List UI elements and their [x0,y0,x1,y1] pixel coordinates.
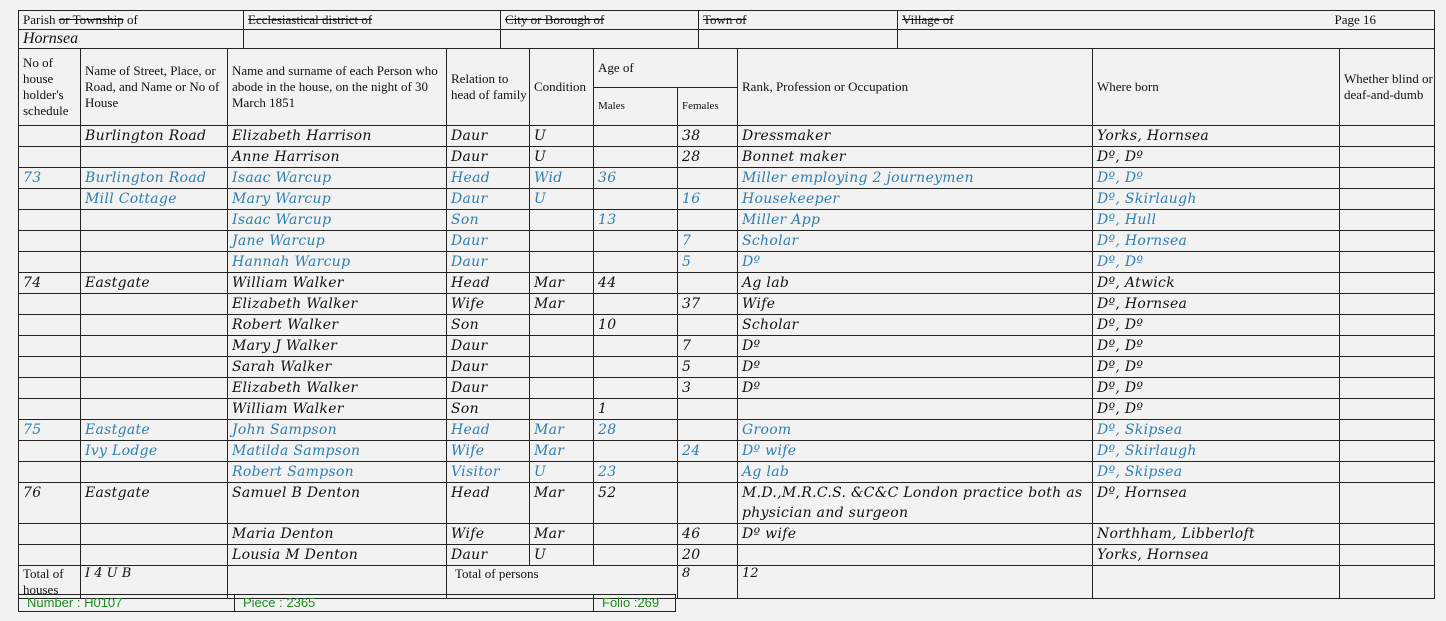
cell-condition [530,231,594,252]
cell-males: 13 [594,210,678,231]
cell-occupation: Scholar [738,231,1093,252]
cell-relation: Daur [447,189,530,210]
cell-condition: Mar [530,420,594,441]
cell-occupation: Dº [738,336,1093,357]
cell-occupation: Miller employing 2 journeymen [738,168,1093,189]
col-header-relation: Relation to head of family [447,49,530,126]
cell-schedule [19,315,81,336]
cell-blind [1340,420,1435,441]
cell-females: 46 [678,524,738,545]
cell-condition [530,336,594,357]
cell-condition [530,210,594,231]
table-row [19,168,1435,189]
cell-name: Maria Denton [228,524,447,545]
cell-occupation: Scholar [738,315,1093,336]
cell-name: Samuel B Denton [228,483,447,524]
cell-blind [1340,189,1435,210]
cell-born: Dº, Skirlaugh [1093,189,1340,210]
table-row [19,483,1435,524]
table-row [19,441,1435,462]
town-value [699,30,898,49]
cell-street [81,210,228,231]
cell-schedule [19,524,81,545]
cell-relation: Head [447,273,530,294]
cell-males: 28 [594,420,678,441]
cell-relation: Daur [447,252,530,273]
table-row [19,273,1435,294]
cell-name: John Sampson [228,420,447,441]
col-header-schedule: No of house holder's schedule [19,49,81,126]
cell-occupation: Wife [738,294,1093,315]
table-row [19,126,1435,147]
cell-blind [1340,147,1435,168]
cell-males [594,147,678,168]
cell-name: Sarah Walker [228,357,447,378]
cell-born: Dº, Hull [1093,210,1340,231]
cell-schedule [19,378,81,399]
cell-condition: U [530,126,594,147]
table-row [19,294,1435,315]
cell-schedule [19,336,81,357]
cell-schedule [19,545,81,566]
reference-piece: Piece : 2365 [235,595,594,612]
cell-blind [1340,524,1435,545]
cell-street [81,336,228,357]
cell-born: Dº, Dº [1093,336,1340,357]
cell-born: Dº, Skirlaugh [1093,441,1340,462]
cell-females: 28 [678,147,738,168]
table-row [19,147,1435,168]
cell-street: Ivy Lodge [81,441,228,462]
table-row [19,210,1435,231]
cell-condition: Wid [530,168,594,189]
cell-schedule [19,294,81,315]
cell-blind [1340,273,1435,294]
cell-relation: Daur [447,126,530,147]
cell-street: Mill Cottage [81,189,228,210]
table-row [19,378,1435,399]
cell-name: Mary J Walker [228,336,447,357]
city-label: City or Borough of [501,11,699,30]
cell-males [594,441,678,462]
cell-males [594,545,678,566]
cell-schedule [19,252,81,273]
cell-name: Robert Walker [228,315,447,336]
footer-row [19,595,676,612]
cell-condition [530,399,594,420]
cell-males: 52 [594,483,678,524]
col-header-blind: Whether blind or deaf-and-dumb [1340,49,1435,126]
cell-condition: Mar [530,524,594,545]
cell-born: Dº, Dº [1093,252,1340,273]
cell-condition: Mar [530,273,594,294]
cell-occupation: Dº [738,378,1093,399]
cell-name: Jane Warcup [228,231,447,252]
cell-street [81,378,228,399]
col-header-males: Males [594,87,678,126]
cell-males: 23 [594,462,678,483]
cell-condition [530,378,594,399]
table-row [19,189,1435,210]
village-cell [898,11,1435,30]
cell-street [81,231,228,252]
cell-born: Northham, Libberloft [1093,524,1340,545]
cell-born: Dº, Hornsea [1093,231,1340,252]
cell-blind [1340,210,1435,231]
cell-relation: Wife [447,441,530,462]
cell-name: Isaac Warcup [228,210,447,231]
cell-born: Dº, Dº [1093,168,1340,189]
col-header-females: Females [678,87,738,126]
cell-condition: Mar [530,441,594,462]
cell-born: Dº, Dº [1093,378,1340,399]
cell-females: 7 [678,336,738,357]
table-row [19,524,1435,545]
cell-street [81,252,228,273]
cell-occupation: Bonnet maker [738,147,1093,168]
cell-schedule [19,147,81,168]
cell-occupation [738,399,1093,420]
cell-name: Robert Sampson [228,462,447,483]
cell-born: Yorks, Hornsea [1093,126,1340,147]
cell-relation: Son [447,399,530,420]
cell-relation: Daur [447,147,530,168]
cell-street [81,545,228,566]
reference-footer [18,594,676,612]
cell-relation: Head [447,168,530,189]
cell-females [678,420,738,441]
cell-relation: Head [447,483,530,524]
cell-males: 1 [594,399,678,420]
cell-blind [1340,378,1435,399]
cell-males [594,294,678,315]
cell-born: Dº, Skipsea [1093,420,1340,441]
cell-schedule: 75 [19,420,81,441]
col-header-name: Name and surname of each Person who abode in the house, on the night of 30 March 1851 [228,49,447,126]
cell-females [678,315,738,336]
cell-born: Dº, Hornsea [1093,483,1340,524]
cell-occupation: Dº wife [738,524,1093,545]
cell-males [594,189,678,210]
table-row [19,336,1435,357]
cell-born: Dº, Dº [1093,147,1340,168]
cell-females [678,483,738,524]
cell-occupation: Dº [738,357,1093,378]
town-label: Town of [699,11,898,30]
reference-number: Number : H0107 [19,595,235,612]
total-houses-value: I 4 U B [81,566,228,599]
cell-name: Mary Warcup [228,189,447,210]
cell-females [678,210,738,231]
cell-name: Isaac Warcup [228,168,447,189]
parish-label: Parish or Township of [19,11,244,30]
column-header-row [19,49,1435,88]
cell-born: Yorks, Hornsea [1093,545,1340,566]
cell-males: 10 [594,315,678,336]
cell-males [594,252,678,273]
cell-street: Eastgate [81,420,228,441]
cell-condition: U [530,147,594,168]
cell-males [594,231,678,252]
cell-schedule: 74 [19,273,81,294]
cell-occupation: Ag lab [738,462,1093,483]
cell-blind [1340,545,1435,566]
cell-females [678,273,738,294]
cell-schedule: 76 [19,483,81,524]
cell-occupation: M.D.,M.R.C.S. &C&C London practice both as physician and surgeon [738,483,1093,524]
col-header-street: Name of Street, Place, or Road, and Name or No of House [81,49,228,126]
cell-condition [530,315,594,336]
cell-blind [1340,336,1435,357]
cell-relation: Son [447,315,530,336]
cell-occupation: Groom [738,420,1093,441]
total-houses-label: Total of houses [19,566,81,599]
cell-street [81,315,228,336]
cell-males: 36 [594,168,678,189]
cell-condition: U [530,545,594,566]
cell-schedule: 73 [19,168,81,189]
cell-name: Elizabeth Walker [228,294,447,315]
cell-street [81,357,228,378]
township-struck: or Township [58,12,124,27]
cell-name: William Walker [228,399,447,420]
cell-relation: Visitor [447,462,530,483]
city-value [501,30,699,49]
cell-females [678,462,738,483]
cell-condition: U [530,189,594,210]
cell-born: Dº, Skipsea [1093,462,1340,483]
cell-schedule [19,231,81,252]
cell-born: Dº, Hornsea [1093,294,1340,315]
cell-blind [1340,483,1435,524]
cell-blind [1340,399,1435,420]
cell-street [81,524,228,545]
table-row [19,231,1435,252]
cell-occupation: Housekeeper [738,189,1093,210]
header-values-row [19,30,1435,49]
cell-street [81,399,228,420]
cell-blind [1340,357,1435,378]
cell-condition [530,252,594,273]
cell-street [81,462,228,483]
col-header-condition: Condition [530,49,594,126]
total-occupation-blank [1093,566,1340,599]
cell-relation: Daur [447,336,530,357]
total-males: 8 [678,566,738,599]
cell-schedule [19,441,81,462]
cell-blind [1340,315,1435,336]
village-value [898,30,1435,49]
ecclesiastical-label: Ecclesiastical district of [244,11,501,30]
cell-name: Elizabeth Walker [228,378,447,399]
table-row [19,357,1435,378]
cell-street: Eastgate [81,273,228,294]
cell-born: Dº, Dº [1093,399,1340,420]
cell-name: Matilda Sampson [228,441,447,462]
cell-relation: Daur [447,378,530,399]
cell-name: William Walker [228,273,447,294]
header-labels-row [19,11,1435,30]
cell-blind [1340,252,1435,273]
cell-name: Hannah Warcup [228,252,447,273]
cell-males [594,357,678,378]
cell-street [81,294,228,315]
cell-females: 37 [678,294,738,315]
cell-relation: Daur [447,545,530,566]
cell-relation: Son [447,210,530,231]
table-row [19,315,1435,336]
cell-blind [1340,231,1435,252]
cell-name: Lousia M Denton [228,545,447,566]
cell-females [678,399,738,420]
cell-males [594,126,678,147]
village-label: Village of [902,12,954,27]
cell-blind [1340,441,1435,462]
cell-condition [530,357,594,378]
cell-occupation [738,545,1093,566]
census-header-table [18,10,1435,49]
cell-females: 24 [678,441,738,462]
cell-occupation: Ag lab [738,273,1093,294]
table-row [19,399,1435,420]
cell-schedule [19,357,81,378]
cell-males [594,378,678,399]
cell-females: 5 [678,252,738,273]
census-table [18,48,1435,599]
cell-relation: Daur [447,231,530,252]
parish-value: Hornsea [19,30,244,49]
total-born-blank [1340,566,1435,599]
cell-schedule [19,126,81,147]
cell-born: Dº, Dº [1093,315,1340,336]
cell-blind [1340,462,1435,483]
reference-folio: Folio :269 [594,595,676,612]
cell-blind [1340,294,1435,315]
cell-name: Elizabeth Harrison [228,126,447,147]
cell-females: 20 [678,545,738,566]
cell-occupation: Dº wife [738,441,1093,462]
table-row [19,462,1435,483]
cell-schedule [19,189,81,210]
cell-street: Burlington Road [81,168,228,189]
total-persons-label: Total of persons [447,566,678,599]
table-row [19,252,1435,273]
cell-relation: Wife [447,294,530,315]
cell-relation: Daur [447,357,530,378]
col-header-occupation: Rank, Profession or Occupation [738,49,1093,126]
cell-males: 44 [594,273,678,294]
cell-occupation: Miller App [738,210,1093,231]
cell-street: Eastgate [81,483,228,524]
cell-blind [1340,126,1435,147]
cell-blind [1340,168,1435,189]
cell-relation: Wife [447,524,530,545]
cell-females: 7 [678,231,738,252]
table-row [19,420,1435,441]
cell-occupation: Dressmaker [738,126,1093,147]
col-header-age-of: Age of [594,49,738,88]
cell-born: Dº, Atwick [1093,273,1340,294]
cell-condition: U [530,462,594,483]
cell-relation: Head [447,420,530,441]
cell-condition: Mar [530,294,594,315]
cell-females: 16 [678,189,738,210]
cell-street [81,147,228,168]
col-header-born: Where born [1093,49,1340,126]
cell-occupation: Dº [738,252,1093,273]
cell-females [678,168,738,189]
ecclesiastical-value [244,30,501,49]
cell-males [594,336,678,357]
total-females: 12 [738,566,1093,599]
cell-name: Anne Harrison [228,147,447,168]
cell-street: Burlington Road [81,126,228,147]
cell-females: 5 [678,357,738,378]
page-number: Page 16 [1334,12,1376,27]
cell-schedule [19,399,81,420]
cell-born: Dº, Dº [1093,357,1340,378]
cell-condition: Mar [530,483,594,524]
cell-males [594,524,678,545]
cell-females: 3 [678,378,738,399]
cell-females: 38 [678,126,738,147]
table-row [19,545,1435,566]
cell-schedule [19,462,81,483]
cell-schedule [19,210,81,231]
